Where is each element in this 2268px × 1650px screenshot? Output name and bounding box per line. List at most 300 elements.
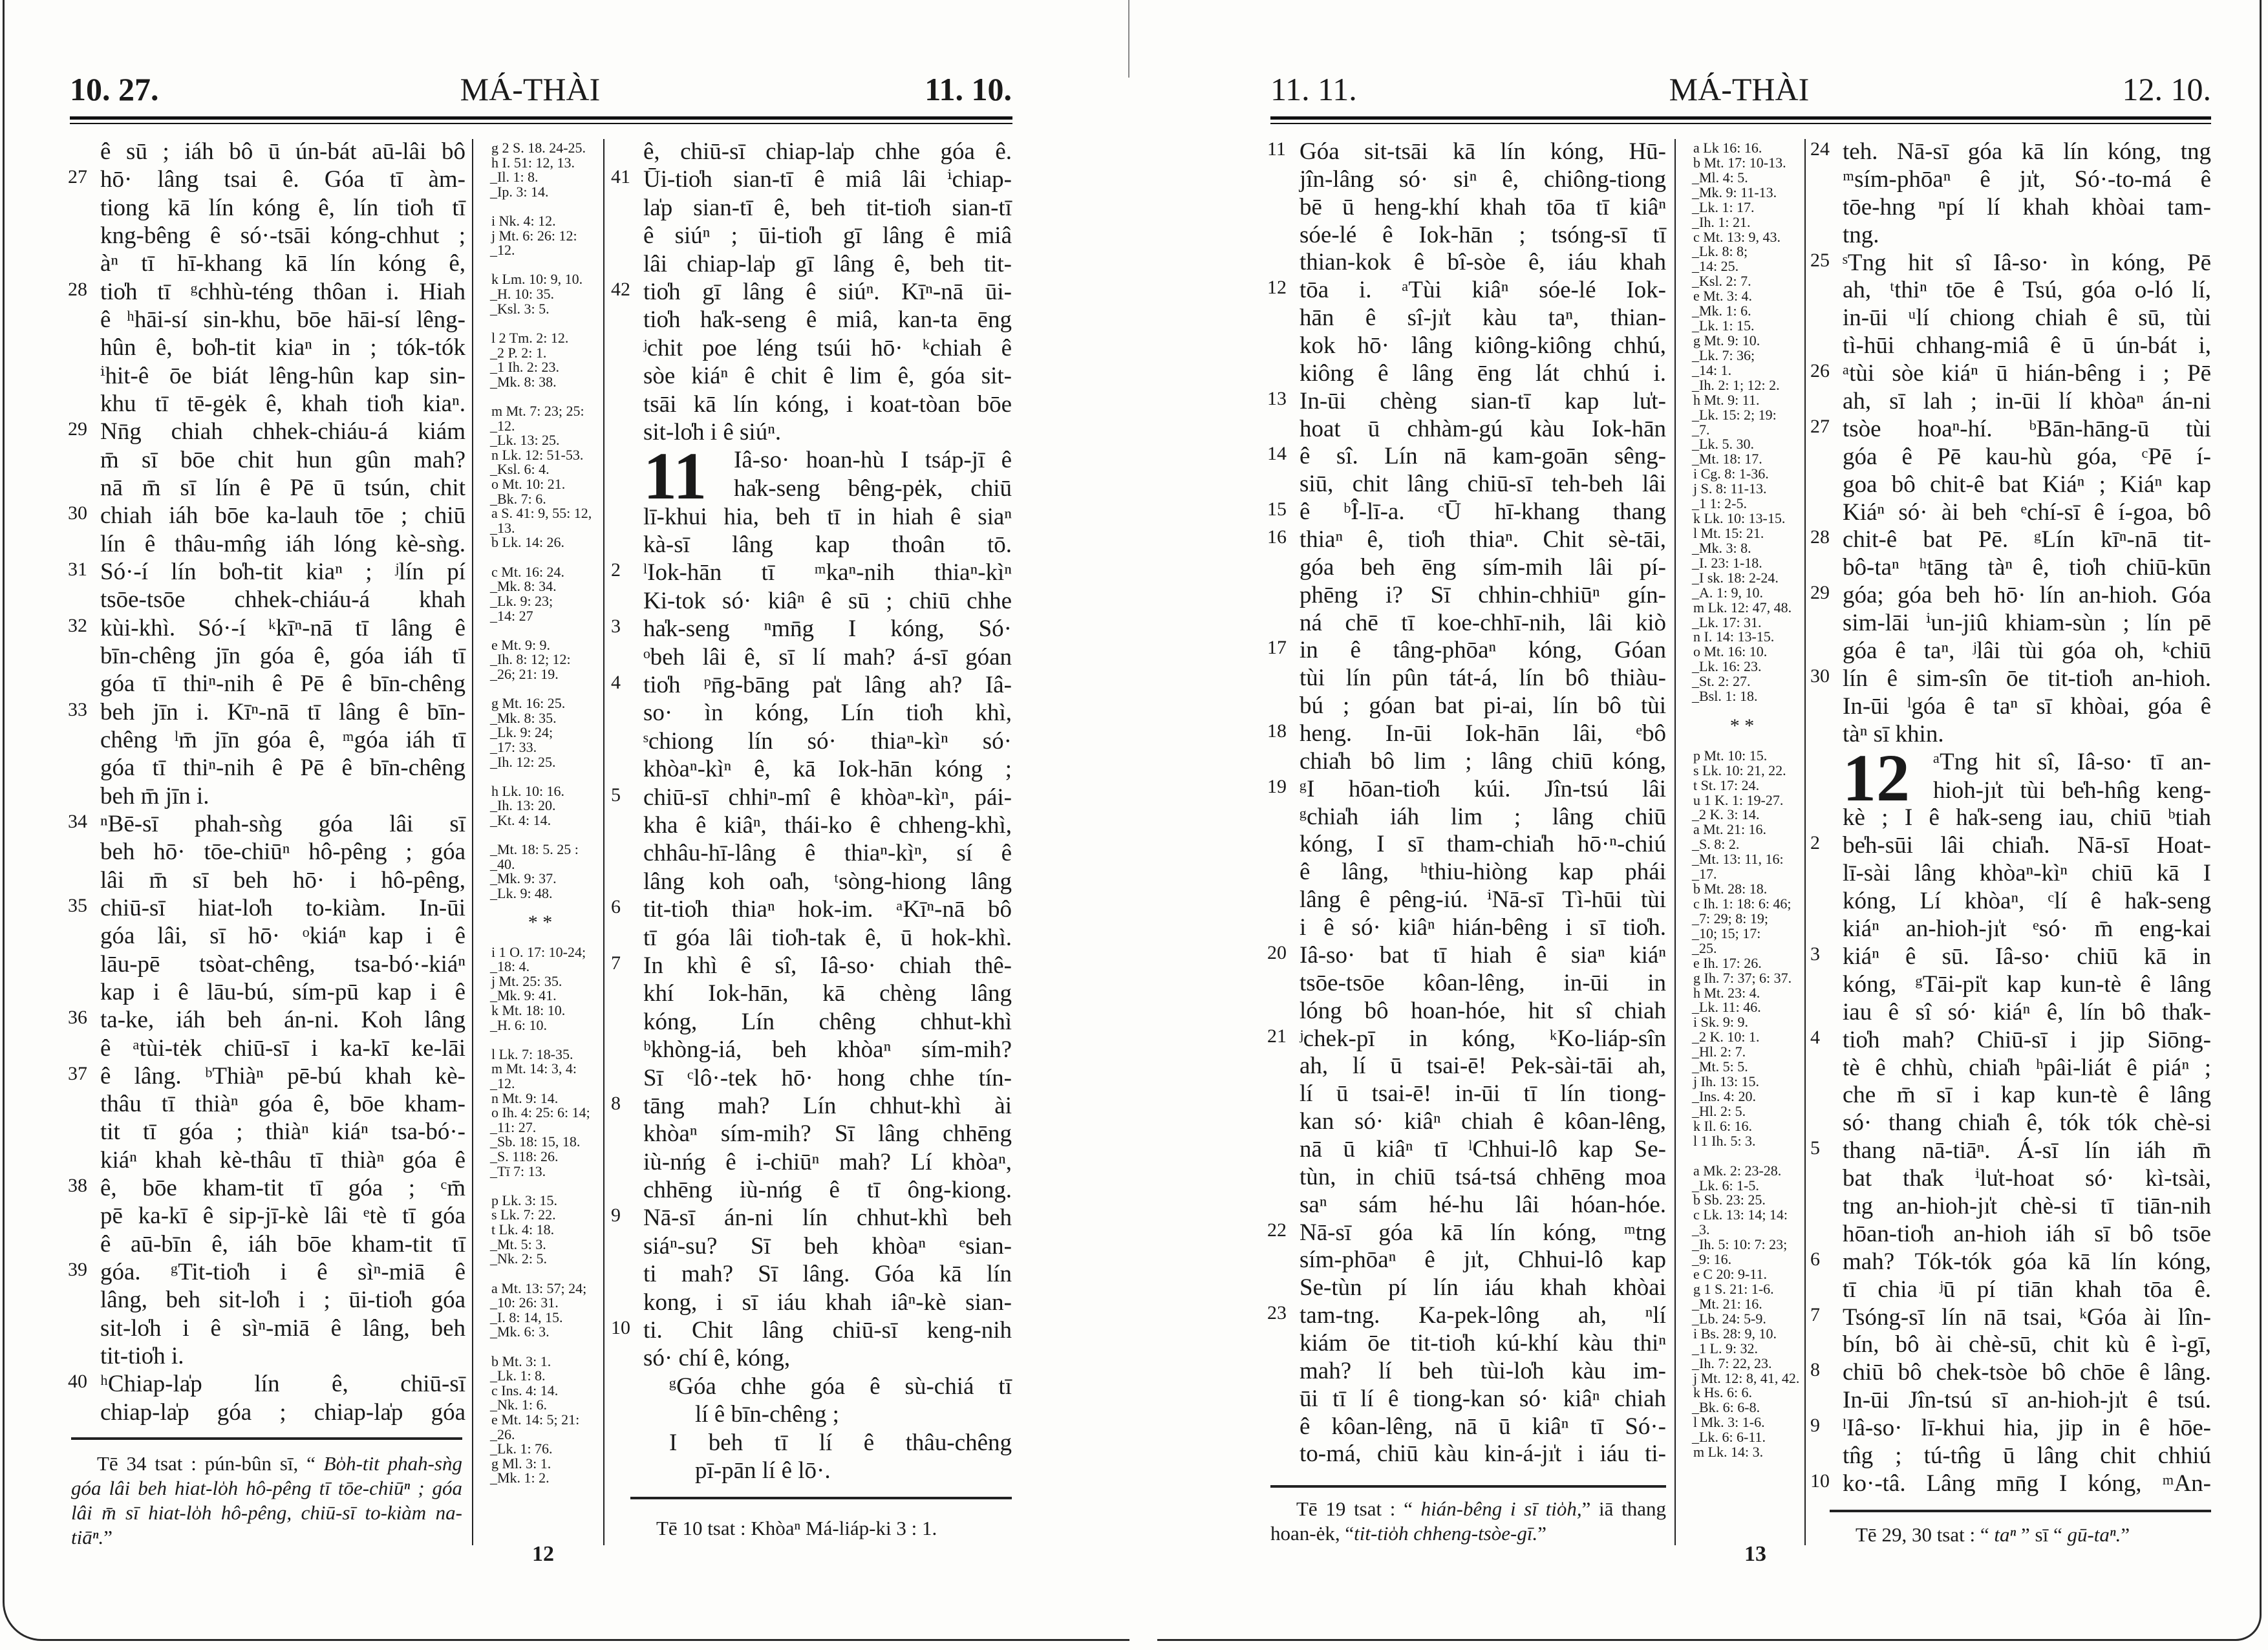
line-text: tn̂g ; tú-tn̂g ū lâng chit chhiú xyxy=(1843,1442,2211,1469)
line-text: tam-tng. Ka-pek-lông ah, ⁿlí xyxy=(1300,1302,1666,1329)
verse-number: 18 xyxy=(1267,720,1287,742)
text-line xyxy=(611,1093,1012,1119)
cross-reference: m Lk. 14: 3. xyxy=(1693,1444,1764,1461)
cross-reference: _7: 29; 8: 19; xyxy=(1692,910,1768,927)
cross-reference: _Lk. 1: 17. xyxy=(1692,198,1755,215)
ref-spacer xyxy=(1679,734,1805,748)
line-text: iù-nńg ê i-chiūⁿ mah? Lí khòaⁿ, xyxy=(643,1148,1012,1175)
text-line xyxy=(611,223,1012,249)
text-column-2 xyxy=(611,139,1012,1484)
cross-reference: e Mt. 3: 4. xyxy=(1693,288,1753,305)
text-line xyxy=(68,980,465,1005)
text-line xyxy=(68,1148,465,1173)
text-line xyxy=(1810,222,2211,248)
cross-reference: _25. xyxy=(1692,939,1717,956)
text-line xyxy=(1810,972,2211,998)
text-line xyxy=(1843,749,2211,775)
text-line xyxy=(611,1205,1012,1231)
line-text: kiáⁿ ê sū. Iâ-so· chiū kā in xyxy=(1843,943,2211,970)
verse-number: 13 xyxy=(1267,387,1287,409)
text-line xyxy=(1267,471,1666,497)
text-line xyxy=(1267,416,1666,442)
line-text: ˡIâ-so· lī-khui hia, jip in ê hōe- xyxy=(1843,1415,2211,1442)
verse-number: 41 xyxy=(611,166,630,188)
cross-reference: _Mk. 9: 11-13. xyxy=(1692,184,1777,200)
cross-reference: _Il. 1: 8. xyxy=(490,169,539,186)
line-text: chêng ˡm̄ jīn góa ê, ᵐgóa iáh tī xyxy=(100,726,465,753)
cross-reference: _S. 8: 2. xyxy=(1692,836,1740,853)
text-line xyxy=(1267,804,1666,830)
text-line xyxy=(1810,389,2211,414)
text-line xyxy=(611,925,1012,951)
text-line xyxy=(1810,888,2211,914)
text-line xyxy=(1810,1249,2211,1275)
cross-reference: l Mk. 3: 1-6. xyxy=(1693,1414,1765,1431)
text-line xyxy=(1267,1109,1666,1135)
cross-reference: _26; 21: 19. xyxy=(490,665,559,682)
text-line xyxy=(1267,693,1666,719)
cross-reference: _Lk. 1: 8. xyxy=(490,1367,546,1384)
verse-number: 17 xyxy=(1267,637,1287,659)
line-text: ᵃtùi sòe kiáⁿ ū hián-bêng i ; Pē xyxy=(1843,360,2211,387)
cross-reference: g Ih. 7: 37; 6: 37. xyxy=(1693,969,1792,986)
verse-number: 30 xyxy=(1810,665,1830,687)
line-text: ê, chiū-sī chiap-la̍p chhe góa ê. xyxy=(643,138,1012,165)
running-head-end: 12. 10. xyxy=(2122,71,2211,107)
chapter-number: 11 xyxy=(643,439,707,514)
cross-reference: e Mt. 14: 5; 21: xyxy=(491,1411,580,1428)
line-text: khí Iok-hān, kā chèng lâng xyxy=(643,980,1012,1007)
ref-spacer xyxy=(477,550,603,564)
line-text: tàⁿ sī khin. xyxy=(1843,720,1944,747)
cross-reference: _12. xyxy=(490,242,515,259)
cross-reference: _11: 27. xyxy=(490,1119,537,1135)
line-text: kóng, I sī tham-chia̍h hō·ⁿ-chiú xyxy=(1300,831,1666,858)
text-line xyxy=(1810,1082,2211,1108)
text-line xyxy=(611,279,1012,305)
line-text: kùi-khì. Só·-í ᵏkīⁿ-nā tī lâng ê xyxy=(100,614,465,641)
cross-reference: o Ih. 4: 25: 6: 14; xyxy=(491,1104,590,1121)
line-text: ah, ᵗthiⁿ tōe ê Tsú, góa o-ló lí, xyxy=(1843,277,2211,304)
cross-reference: a Mk. 2: 23-28. xyxy=(1693,1162,1782,1179)
text-line xyxy=(1267,1303,1666,1329)
line-text: kng-bêng ê só·-tsāi kóng-chhut ; xyxy=(100,222,465,249)
text-line xyxy=(1810,916,2211,942)
cross-reference: b Mt. 3: 1. xyxy=(491,1353,551,1369)
cross-reference: _Lk. 9: 24; xyxy=(490,724,553,741)
line-text: bô-taⁿ ʰtāng tàⁿ ê, tio̍h chiū-kūn xyxy=(1843,554,2211,581)
line-text: ⁿBē-sī phah-sǹg góa lâi sī xyxy=(100,810,465,837)
cross-reference: _I sk. 18: 2-24. xyxy=(1692,569,1779,586)
cross-reference: _Mk. 6: 3. xyxy=(490,1323,550,1340)
line-text: góa ê Pē kau-hù góa, ᶜPē í- xyxy=(1843,443,2211,470)
footnote-text: hián-bêng i sī tio̍h, xyxy=(1420,1497,1582,1520)
cross-reference: _Hl. 2: 5. xyxy=(1692,1102,1746,1119)
text-line xyxy=(611,1037,1012,1063)
cross-reference: h Mt. 9: 11. xyxy=(1693,391,1760,408)
line-text: chiū bô chek-tsòe bô chōe ê lâng. xyxy=(1843,1359,2211,1386)
line-text: saⁿ sám hé-hu lâi hóan-hóe. xyxy=(1300,1191,1666,1218)
line-text: ê ʰhāi-sí sin-khu, bōe hāi-sí lêng- xyxy=(100,306,465,333)
cross-reference: _2 P. 2: 1. xyxy=(490,344,547,361)
footnote-text: ” xyxy=(1537,1522,1546,1545)
line-text: bat tha̍k ⁱlu̍t-hoat só· kì-tsài, xyxy=(1843,1165,2211,1192)
cross-reference: _1 L. 9: 32. xyxy=(1692,1340,1759,1356)
cross-reference: _40. xyxy=(490,855,515,872)
cross-reference: _Ih. 2: 1; 12: 2. xyxy=(1692,376,1780,393)
cross-reference: _Nk. 1: 6. xyxy=(490,1397,547,1413)
line-text: beh m̄ jīn i. xyxy=(100,782,209,809)
line-text: góa ê taⁿ, ʲlâi tùi góa oh, ᵏchiū xyxy=(1843,638,2211,665)
ref-spacer xyxy=(477,258,603,272)
text-line xyxy=(1267,277,1666,303)
verse-number: 6 xyxy=(1810,1248,1820,1270)
text-line xyxy=(68,223,465,249)
text-line xyxy=(1267,610,1666,636)
text-line xyxy=(1810,1415,2211,1441)
line-text: chia̍h bô lim ; lâng chiū kóng, xyxy=(1300,747,1666,775)
line-text: thâu tī thiàⁿ góa ê, bōe kham- xyxy=(100,1091,465,1118)
text-line xyxy=(68,587,465,613)
line-text: tit tī góa ; thiàⁿ kiáⁿ tsa-bó·- xyxy=(100,1119,465,1146)
text-line xyxy=(611,1261,1012,1287)
line-text: heng. In-ūi Iok-hān lâi, ᵉbô xyxy=(1300,720,1666,747)
cross-reference: s Lk. 7: 22. xyxy=(491,1206,556,1223)
cross-reference: i 1 O. 17: 10-24; xyxy=(491,943,586,960)
line-text: kiáⁿ an-hioh-jı̍t ᵉsó· m̄ eng-kai xyxy=(1843,916,2211,943)
text-line xyxy=(611,336,1012,361)
line-text: Nn̄g chiah chhek-chiáu-á kiám xyxy=(100,418,465,445)
text-line xyxy=(1810,610,2211,636)
line-text: ᵇkhòng-iá, beh khòaⁿ sím-mih? xyxy=(643,1036,1012,1064)
text-line xyxy=(611,1402,1012,1428)
line-text: kóng, Lí khòaⁿ, ᶜlí ê ha̍k-seng xyxy=(1843,888,2211,915)
text-line xyxy=(68,419,465,445)
column-divider xyxy=(1804,139,1806,1545)
text-line xyxy=(1810,1055,2211,1081)
text-line xyxy=(1267,1220,1666,1246)
text-line xyxy=(611,645,1012,670)
text-line xyxy=(611,1345,1012,1371)
line-text: chhēng iù-nńg ê tī ông-kiong. xyxy=(643,1177,1012,1204)
line-text: tio̍h ᵖn̄g-bāng pa̍t lâng ah? Iâ- xyxy=(643,672,1012,699)
line-text: che m̄ sī i kap kun-tè ê lâng xyxy=(1843,1082,2211,1109)
footnote-text: Tē 34 tsat : pún-bûn sī, “ xyxy=(97,1452,324,1475)
text-line xyxy=(1267,1053,1666,1079)
cross-reference: _9: 16. xyxy=(1692,1251,1732,1268)
text-line xyxy=(611,1234,1012,1259)
line-text: ê ᵃtùi-tėk chiū-sī i ka-kī ke-lāi xyxy=(100,1034,465,1062)
line-text: Ki-tok só· kiâⁿ ê sū ; chiū chhe xyxy=(643,587,1012,614)
text-line xyxy=(1810,167,2211,193)
cross-reference: _St. 2: 27. xyxy=(1692,673,1751,690)
verse-number: 25 xyxy=(1810,249,1830,271)
line-text: tè ê chhù, chia̍h ʰpâi-liát ê piáⁿ ; xyxy=(1843,1054,2211,1081)
line-text: mah? Tók-tók góa kā lín kóng, xyxy=(1843,1248,2211,1275)
text-line xyxy=(1810,833,2211,859)
line-text: chit-ê bat Pē. ᵍLín kīⁿ-nā tit- xyxy=(1843,526,2211,553)
text-line xyxy=(1810,1027,2211,1053)
cross-reference: j Mt. 12: 8, 41, 42. xyxy=(1693,1369,1800,1386)
line-text: góa lâi, sī hō· ᵒkiáⁿ kap i ê xyxy=(100,923,465,950)
cross-reference: o Mt. 16: 10. xyxy=(1693,643,1768,660)
line-text: kha ê kiâⁿ, thái-ko ê chheng-khì, xyxy=(643,811,1012,839)
cross-reference: c Mt. 13: 9, 43. xyxy=(1693,228,1781,245)
text-line xyxy=(68,700,465,725)
footnote-text: Tē 29, 30 tsat : “ xyxy=(1856,1523,1995,1546)
text-line xyxy=(611,813,1012,839)
ref-spacer xyxy=(477,623,603,638)
line-text: ná chē tī koe-chhī-nih, lâi kiò xyxy=(1300,609,1666,636)
cross-reference: a Mt. 21: 16. xyxy=(1693,821,1767,838)
line-text: khòaⁿ-kìⁿ ê, kā Iok-hān kóng ; xyxy=(643,756,1012,783)
text-line xyxy=(68,307,465,333)
verse-number: 14 xyxy=(1267,443,1287,465)
cross-reference: l Lk. 7: 18-35. xyxy=(491,1045,573,1062)
line-text: lī-sài lâng khòaⁿ-kìⁿ chiū kā I xyxy=(1843,860,2211,887)
text-line xyxy=(68,391,465,417)
cross-reference: m Lk. 12: 47, 48. xyxy=(1693,599,1792,616)
verse-number: 9 xyxy=(1810,1415,1820,1437)
text-line xyxy=(1810,555,2211,581)
text-line xyxy=(68,195,465,221)
cross-reference: _Mt. 13: 11, 16: xyxy=(1692,851,1784,868)
cross-reference: _Mt. 18: 17. xyxy=(1692,451,1762,467)
verse-number: 21 xyxy=(1267,1025,1287,1047)
verse-number: 16 xyxy=(1267,526,1287,548)
text-line xyxy=(611,953,1012,979)
cross-reference: h I. 51: 12, 13. xyxy=(491,154,575,171)
line-text: sim-lāi ⁱun-jiû khiam-sùn ; lín pē xyxy=(1843,610,2211,637)
text-line xyxy=(68,1119,465,1145)
cross-reference: _Lk. 15: 2; 19: xyxy=(1692,406,1777,423)
verse-number: 40 xyxy=(68,1371,87,1393)
text-line xyxy=(1810,1388,2211,1413)
verse-number: 2 xyxy=(611,559,621,581)
text-line xyxy=(1810,472,2211,498)
verse-number: 10 xyxy=(611,1317,630,1339)
line-text: ê sî. Lín nā kam-goān sêng- xyxy=(1300,443,1666,470)
text-line xyxy=(1267,665,1666,691)
text-line xyxy=(1267,583,1666,608)
cross-reference: _Lk. 1: 15. xyxy=(1692,317,1755,334)
line-text: mah? lí beh tùi-lo̍h kàu im- xyxy=(1300,1357,1666,1384)
verse-number: 23 xyxy=(1267,1302,1287,1324)
text-line xyxy=(611,1009,1012,1035)
verse-number: 4 xyxy=(611,672,621,694)
line-text: ʲchit poe léng tsúi hō· ᵏchiah ê xyxy=(643,334,1012,361)
cross-reference: h Mt. 23: 4. xyxy=(1693,984,1760,1001)
line-text: Ūi-tio̍h sian-tī ê miâ lâi ⁱchiap- xyxy=(643,166,1012,193)
line-text: kiám ōe tit-tio̍h kú-khí kàu thiⁿ xyxy=(1300,1329,1666,1356)
line-text: lâi chiap-la̍p gī lâng ê, beh tit- xyxy=(643,250,1012,277)
ref-spacer xyxy=(477,199,603,213)
cross-reference: g 1 S. 21: 1-6. xyxy=(1693,1280,1774,1297)
cross-reference: _Mk. 3: 8. xyxy=(1692,539,1751,556)
text-line xyxy=(1810,527,2211,553)
text-line xyxy=(611,195,1012,221)
ref-spacer xyxy=(477,769,603,784)
cross-reference: _H. 6: 10. xyxy=(490,1016,547,1033)
cross-reference: _Lk. 7: 36; xyxy=(1692,347,1755,363)
text-line xyxy=(1267,1192,1666,1218)
verse-number: 9 xyxy=(611,1205,621,1227)
cross-reference: j Mt. 6: 26: 12: xyxy=(491,227,577,244)
text-line xyxy=(1810,666,2211,692)
cross-reference: _Lk. 16: 23. xyxy=(1692,658,1762,675)
text-line xyxy=(611,560,1012,586)
cross-reference: _Lk. 13: 25. xyxy=(490,432,560,449)
line-text: kóng, Lín chêng chhut-khì xyxy=(643,1008,1012,1035)
verse-number: 5 xyxy=(611,784,621,806)
cross-reference: _Mt. 5: 5. xyxy=(1692,1058,1748,1075)
text-line xyxy=(68,251,465,277)
ref-spacer xyxy=(1679,1149,1805,1163)
line-text: In-ūi Jîn-tsú sī an-hioh-jı̍t ê tsú. xyxy=(1843,1387,2211,1414)
text-line xyxy=(1267,638,1666,663)
line-text: sòe kiáⁿ ê chit ê lim ê, góa sit- xyxy=(643,363,1012,390)
ref-spacer xyxy=(477,316,603,330)
line-text: tio̍h ha̍k-seng ê miâ, kan-ta ēng xyxy=(643,306,1012,334)
line-text: lāu-pē tsòat-chêng, tsa-bó·-kiáⁿ xyxy=(100,950,465,978)
line-text: ti mah? Sī lâng. Góa kā lín xyxy=(643,1261,1012,1288)
line-text: Nā-sī án-ni lín chhut-khì beh xyxy=(643,1205,1012,1232)
verse-number: 4 xyxy=(1810,1026,1820,1048)
line-text: kong, i sī iáu khah iâⁿ-kè sian- xyxy=(643,1289,1012,1316)
text-line xyxy=(1267,1414,1666,1440)
line-text: tāng mah? Lín chhut-khì ài xyxy=(643,1092,1012,1119)
cross-reference: _10: 26: 31. xyxy=(490,1294,559,1311)
text-column-1 xyxy=(1267,139,1666,1468)
line-text: hō· lâng tsai ê. Góa tī àm- xyxy=(100,166,465,193)
line-text: ha̍k-seng ⁿmn̄g I kóng, Só· xyxy=(643,616,1012,643)
cross-reference: _Mt. 18: 5. 25 : xyxy=(490,841,579,858)
line-text: tiong kā lín kóng ê, lín tio̍h tī xyxy=(100,194,465,221)
cross-reference-column xyxy=(1679,141,1805,1460)
page-number: 13 xyxy=(1744,1542,1766,1566)
cross-reference: _Lk. 6: 6-11. xyxy=(1692,1429,1766,1446)
line-text: ah, lí ū tsai-ē! Pek-sài-tāi ah, xyxy=(1300,1053,1666,1080)
text-line xyxy=(68,923,465,949)
line-text: thiaⁿ ê, tio̍h thiaⁿ. Chit sè-tāi, xyxy=(1300,526,1666,553)
line-text: In khì ê sî, Iâ-so· chiah thê- xyxy=(643,952,1012,979)
line-text: kiông ê lâng ēng lát chhú i. xyxy=(1300,359,1666,387)
line-text: lī-khui hia, beh tī in hiah ê siaⁿ xyxy=(643,503,1012,530)
text-line xyxy=(1810,1277,2211,1303)
line-text: góa; góa beh hō· lín an-hioh. Góa xyxy=(1843,582,2211,609)
verse-number: 6 xyxy=(611,896,621,918)
line-text: lí ū tsai-ē! in-ūi tī lín tiong- xyxy=(1300,1080,1666,1108)
cross-reference: _Ih. 13: 20. xyxy=(490,797,556,814)
text-line xyxy=(1810,250,2211,276)
line-text: ti. Chit lâng chiū-sī keng-nih xyxy=(643,1317,1012,1344)
line-text: sím-phōaⁿ ê jı̍t, Chhui-lô kap xyxy=(1300,1247,1666,1274)
verse-number: 7 xyxy=(611,952,621,974)
line-text: hoat ū chhàm-gú kàu Iok-hān xyxy=(1300,415,1666,442)
footnote-rule xyxy=(1270,1485,1666,1488)
cross-reference: j Mt. 25: 35. xyxy=(491,972,562,989)
cross-reference: _Ih. 12: 25. xyxy=(490,753,556,770)
line-text: kap i ê lāu-bú, sím-pū kap i ê xyxy=(100,978,465,1005)
line-text: teh. Nā-sī góa kā lín kóng, tng xyxy=(1843,138,2211,165)
verse-number: 42 xyxy=(611,278,630,300)
line-text: beh hō· tōe-chiūⁿ hô-pêng ; góa xyxy=(100,839,465,866)
cross-reference: e Mt. 9: 9. xyxy=(491,636,551,653)
footnote-rule xyxy=(630,1497,1012,1499)
text-line xyxy=(68,784,465,809)
chapter-start xyxy=(611,439,1012,514)
text-line xyxy=(611,729,1012,755)
cross-reference: _Ksl. 6: 4. xyxy=(490,461,550,478)
line-text: ê lâng, ʰthiu-hiòng kap phái xyxy=(1300,859,1666,886)
text-line xyxy=(1267,1081,1666,1107)
text-column-2 xyxy=(1810,139,2211,1497)
text-line xyxy=(1267,859,1666,885)
footnote-rule xyxy=(71,1437,462,1440)
text-line xyxy=(1810,1000,2211,1025)
text-line xyxy=(68,616,465,641)
text-line xyxy=(68,1400,465,1426)
verse-number: 29 xyxy=(1810,582,1830,604)
line-text: hān ê sî-jı̍t kàu taⁿ, thian- xyxy=(1300,305,1666,332)
cross-reference: _1 1: 2-5. xyxy=(1692,495,1747,512)
line-text: bē ū heng-khí khah tōa tī kiâⁿ xyxy=(1300,193,1666,220)
running-head-start: 11. 11. xyxy=(1270,71,1357,107)
footnote-text: Tē 19 tsat : “ xyxy=(1296,1497,1421,1520)
text-line xyxy=(1267,831,1666,857)
cross-reference: b Mt. 28: 18. xyxy=(1693,881,1768,897)
cross-reference: p Mt. 10: 15. xyxy=(1693,747,1768,764)
text-line xyxy=(611,392,1012,418)
line-text: kiáⁿ khah kè-thâu tī thiàⁿ góa ê xyxy=(100,1146,465,1173)
running-head-start: 10. 27. xyxy=(70,71,159,107)
text-line xyxy=(611,363,1012,389)
text-line xyxy=(1810,1471,2211,1497)
line-text: tī góa lâi tio̍h-tak ê, ū hok-khì. xyxy=(643,924,1012,951)
text-line xyxy=(611,981,1012,1007)
text-line xyxy=(68,1064,465,1089)
line-text: tng an-hioh-jı̍t chè-si tī tiān-nih xyxy=(1843,1192,2211,1219)
line-text: chiap-la̍p góa ; chiap-la̍p góa xyxy=(100,1398,465,1426)
text-line xyxy=(68,1287,465,1313)
cross-reference: _Ih. 8: 12; 12: xyxy=(490,651,571,668)
line-text: thang nā-tiāⁿ. Á-sī lín iáh m̄ xyxy=(1843,1137,2211,1164)
cross-reference: _Lk. 17: 31. xyxy=(1692,614,1762,630)
ref-spacer xyxy=(477,682,603,696)
text-line xyxy=(611,700,1012,726)
cross-reference: _14: 25. xyxy=(1692,258,1739,275)
verse-number: 7 xyxy=(1810,1303,1820,1325)
cross-reference: _Lk. 9: 23; xyxy=(490,592,553,609)
cross-reference: _Mk. 9: 37. xyxy=(490,870,557,887)
text-line xyxy=(68,447,465,473)
cross-reference: m Mt. 7: 23; 25: xyxy=(491,402,584,419)
cross-reference: _26. xyxy=(490,1426,515,1442)
line-text: thian-kok ê bî-sòe ê, iáu khah xyxy=(1300,249,1666,276)
cross-reference: k Lm. 10: 9, 10. xyxy=(491,271,583,288)
line-text: jîn-lâng só· siⁿ ê, chiông-tiong xyxy=(1300,166,1666,193)
cross-reference: _Mk. 8: 35. xyxy=(490,709,557,726)
line-text: ê lâng. ᵇThiàⁿ pē-bú khah kè- xyxy=(100,1062,465,1089)
text-line xyxy=(1810,1360,2211,1386)
cross-reference: k Mt. 18: 10. xyxy=(491,1002,566,1018)
text-line xyxy=(1267,1331,1666,1356)
cross-reference: j S. 8: 11-13. xyxy=(1693,480,1767,497)
line-text: tng. xyxy=(1843,221,1879,248)
text-line xyxy=(643,476,1012,502)
verse-number: 10 xyxy=(1810,1470,1830,1492)
cross-reference: e C 20: 9-11. xyxy=(1693,1266,1768,1283)
